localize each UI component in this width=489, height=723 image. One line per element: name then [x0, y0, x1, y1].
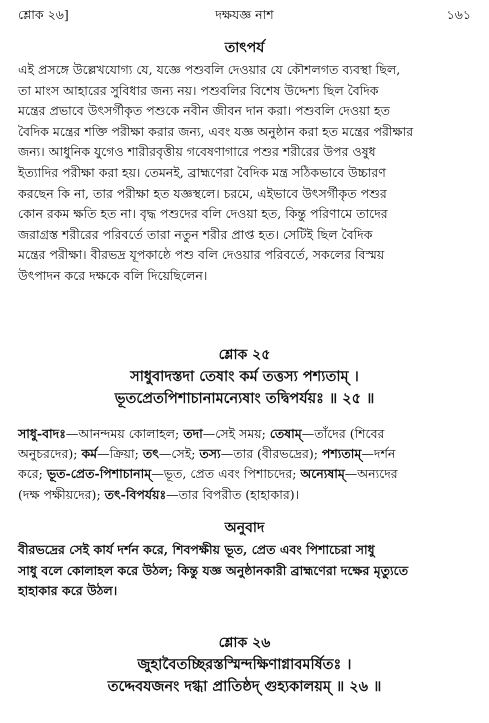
sanskrit-term: ভূত-প্রেত-পিশাচানাম্: [46, 466, 152, 482]
purport-line: এই প্রসঙ্গে উল্লেখযোগ্য যে, যজ্ঞে পশুবলি দেওয়ার যে কৌশলগত ব্যবস্থা ছিল,: [18, 62, 401, 77]
verse-25-label: শ্লোক ২৫: [218, 347, 271, 363]
sanskrit-term: পশ্যতাম্: [321, 446, 362, 462]
word-meaning-line: [18, 424, 471, 444]
translation-line: সাধু বলে কোলাহল করে উঠল; কিন্তু যজ্ঞ অনুষ্ঠানকারী ব্রাহ্মণেরা দক্ষের মৃত্যুতে: [18, 562, 409, 578]
term-meaning: অনুচরদের);: [18, 446, 82, 462]
word-meaning-line: [18, 444, 471, 464]
translation-section: [18, 516, 471, 602]
verse-26-section: [18, 632, 471, 698]
word-meaning-line: [18, 485, 471, 505]
sanskrit-term: সাধু-বাদঃ: [18, 426, 66, 441]
verse-25-line: ভূতপ্রেতপিশাচানামন্যেষাং তদ্বিপর্যয়ঃ ॥ ২৫ ॥: [114, 390, 375, 407]
purport-line: তা মাংস আহারের সুবিধার জন্য নয়। পশুবলির বিশেষ উদ্দেশ্য ছিল বৈদিক: [18, 82, 379, 98]
purport-heading: তাৎপর্য: [224, 40, 265, 56]
purport-line: উৎপাদন করে দক্ষকে বলি দিয়েছিলেন।: [18, 267, 208, 283]
term-meaning: —সেই;: [158, 446, 200, 462]
sanskrit-term: তেষাম্: [269, 426, 302, 441]
verse-25-section: [18, 344, 471, 410]
term-meaning: —আনন্দময় কোলাহল;: [65, 426, 184, 441]
sanskrit-term: তৎ-বিপর্যয়ঃ: [104, 486, 167, 502]
term-meaning: (দক্ষ পক্ষীয়দের);: [18, 486, 105, 502]
purport-body: [18, 60, 471, 287]
header-verse-ref: শ্লোক ২৬]: [18, 7, 69, 22]
verse-26-line: তদ্দেবযজনং দগ্ধা প্রাতিষ্ঠদ্ গুহ্যকালয়ম্ ॥ ২৬ ॥: [107, 678, 382, 695]
translation-heading: অনুবাদ: [224, 520, 265, 536]
sanskrit-term: তৎ: [142, 446, 159, 462]
purport-line: করছেন কি না, তার পরীক্ষা হত যজ্ঞস্থলে। চরমে, এইভাবে উৎসর্গীকৃত পশুর: [18, 185, 387, 201]
term-meaning: —ভূত, প্রেত এবং পিশাচদের;: [151, 466, 301, 482]
header-chapter-title: দক্ষযজ্ঞ নাশ: [215, 7, 274, 22]
term-meaning: —সেই সময়;: [202, 426, 270, 441]
verse-26-line: জুহাবৈতচ্ছিরস্তস্মিন্দক্ষিণাগ্নাবমর্ষিতঃ ।: [137, 656, 352, 673]
word-meaning-line: [18, 464, 471, 484]
word-meaning-section: [18, 424, 471, 505]
term-meaning: করে;: [18, 466, 47, 482]
purport-line: কোন রকম ক্ষতি হত না। বৃদ্ধ পশুদের বলি দেওয়া হত, কিন্তু পরিণামে তাদের: [18, 206, 388, 222]
verse-25-line: সাধুবাদস্তদা তেষাং কর্ম তত্তস্য পশ্যতাম্ ।: [130, 368, 359, 385]
purport-section: [18, 36, 471, 287]
term-meaning: —অন্যদের: [344, 466, 398, 482]
purport-line: মন্ত্রের প্রভাবে উৎসর্গীকৃত পশুকে নবীন জীবন দান করা। পশুবলি দেওয়া হত: [18, 103, 390, 119]
header-page-number: ১৬১: [446, 7, 471, 22]
purport-line: ইত্যাদির পরীক্ষা করা হয়। তেমনই, ব্রাহ্মণেরা বৈদিক মন্ত্র সঠিকভাবে উচ্চারণ: [18, 164, 386, 180]
purport-line: মন্ত্রের পরীক্ষা। বীরভদ্র যূপকাষ্ঠে পশু বলি দেওয়ার পরিবর্তে, সকলের বিস্ময়: [18, 247, 385, 263]
purport-line: জরাগ্রস্ত শরীরের পরিবর্তে তারা নতুন শরীর প্রাপ্ত হত। সেটিই ছিল বৈদিক: [18, 226, 373, 242]
term-meaning: —তাঁদের (শিবের: [301, 426, 385, 441]
purport-line: বৈদিক মন্ত্রের শক্তি পরীক্ষা করার জন্য, এবং যজ্ঞ অনুষ্ঠান করা হত মন্ত্রের পরীক্ষার: [18, 123, 414, 139]
term-meaning: —তার বিপরীত (হাহাকার)।: [166, 486, 300, 502]
term-meaning: —তার (বীরভদ্রের);: [220, 446, 322, 462]
sanskrit-term: তদা: [183, 426, 203, 441]
term-meaning: —দর্শন: [361, 446, 396, 462]
translation-line: বীরভদ্রের সেই কার্য দর্শন করে, শিবপক্ষীয় ভূত, প্রেত এবং পিশাচেরা সাধু: [18, 542, 375, 557]
sanskrit-term: কর্ম: [81, 446, 98, 462]
purport-line: জন্য। আধুনিক যুগেও শারীরবৃত্তীয় গবেষণাগারে পশুর শরীরের উপর ওষুধ: [18, 144, 376, 160]
page-header: [18, 6, 471, 28]
sanskrit-term: অন্যেষাম্: [300, 466, 345, 482]
sanskrit-term: তস্য: [199, 446, 221, 462]
translation-line: হাহাকার করে উঠল।: [18, 583, 118, 599]
term-meaning: —ক্রিয়া;: [97, 446, 143, 462]
verse-26-label: শ্লোক ২৬: [218, 635, 271, 651]
